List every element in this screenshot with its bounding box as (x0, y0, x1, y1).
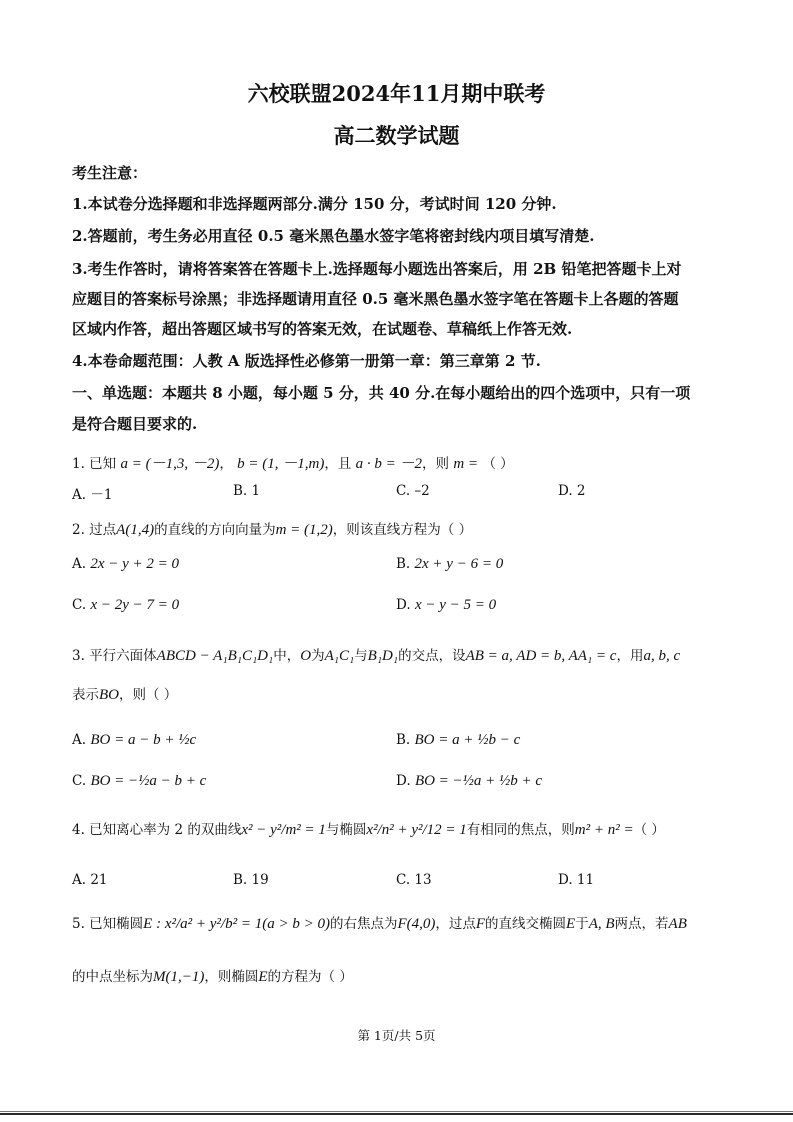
q5-pre: 5. 已知椭圆 (72, 916, 144, 932)
q5-t2: ，过点 (435, 916, 476, 932)
q3-line2-tail: ，则（ ） (119, 687, 178, 703)
q5-line2-mid: ，则椭圆 (204, 969, 259, 985)
q3-diagonal-ac: A₁C₁ (324, 648, 355, 664)
q3-t3: 与 (354, 648, 368, 664)
q5-t1: 的右焦点为 (329, 916, 398, 932)
q3-option-a-equation: BO = a − b + ½c (90, 732, 197, 748)
question-3 (72, 644, 680, 665)
q2-option-c-equation: x − 2y − 7 = 0 (90, 597, 180, 613)
q4-ellipse: x²/n² + y²/12 = 1 (366, 822, 467, 838)
question-5-line-2 (72, 965, 353, 986)
q2-option-c-label: C. (72, 597, 87, 613)
q3-t2: 为 (311, 648, 325, 664)
q5-line2-tail: 的方程为（ ） (267, 969, 353, 985)
q3-option-b-label: B. (396, 732, 411, 748)
notice-line-1: 1.本试卷分选择题和非选择题两部分.满分 150 分，考试时间 120 分钟. (72, 195, 557, 213)
q1-option-a: A. －1 (72, 487, 113, 503)
q3-line2-pre: 表示 (72, 687, 99, 703)
q1-sep: ， (219, 456, 233, 472)
question-1 (72, 452, 514, 473)
q2-option-b-label: B. (396, 556, 411, 572)
q2-pre: 2. 过点 (72, 522, 117, 538)
q5-midpoint: M(1,−1) (153, 969, 205, 985)
notice-line-3b: 应题目的答案标号涂黑；非选择题请用直径 0.5 毫米黑色墨水签字笔在答题卡上各题的答题 (72, 290, 679, 308)
q3-vector-bo: BO (99, 687, 119, 703)
q3-option-b (396, 732, 520, 749)
q4-option-c: C. 13 (396, 872, 432, 888)
q3-diagonal-bd: B₁D₁ (367, 648, 399, 664)
q3-option-a (72, 732, 196, 749)
q2-option-d-equation: x − y − 5 = 0 (414, 597, 497, 613)
q4-ask: m² + n² = (574, 822, 634, 838)
q1-condition: a · b = －2 (355, 456, 423, 472)
q3-option-c (72, 773, 206, 790)
q3-solid: ABCD − A₁B₁C₁D₁ (156, 648, 274, 664)
q2-option-a-label: A. (72, 556, 87, 572)
q5-ellipse-e-2: E (258, 969, 268, 985)
q1-number: 1. 已知 (72, 456, 117, 472)
q5-points-ab: A, B (588, 916, 615, 932)
q2-option-b-equation: 2x + y − 6 = 0 (414, 556, 504, 572)
q1-ask: m = (453, 456, 479, 472)
q2-mid: 的直线的方向向量为 (154, 522, 276, 538)
q4-option-a: A. 21 (72, 872, 108, 888)
q3-option-c-equation: BO = −½a − b + c (90, 773, 207, 789)
q4-tail: 有相同的焦点，则 (466, 822, 575, 838)
q2-tail: ，则该直线方程为（ ） (332, 522, 473, 538)
q1-option-d: D. 2 (558, 483, 586, 499)
q3-option-c-label: C. (72, 773, 87, 789)
q2-point: A(1,4) (116, 522, 155, 538)
q1-paren: （ ） (482, 456, 514, 472)
q1-vector-a: a = (－1,3, －2) (120, 456, 220, 472)
page-footer: 第 1页/共 5页 (357, 1028, 436, 1043)
q5-t5: 两点，若 (614, 916, 669, 932)
page-bottom-border (0, 1113, 793, 1115)
q3-option-a-label: A. (72, 732, 87, 748)
q4-mid: 与椭圆 (325, 822, 367, 838)
q5-focus: F(4,0) (397, 916, 436, 932)
notice-line-3c: 区域内作答，超出答题区域书写的答案无效，在试题卷、草稿纸上作答无效. (72, 320, 573, 338)
question-3-line-2 (72, 683, 177, 704)
q2-option-d-label: D. (396, 597, 411, 613)
section-heading-line-2: 是符合题目要求的. (72, 415, 198, 433)
question-4 (72, 818, 665, 839)
q5-point-f: F (475, 916, 486, 932)
q3-basis: a, b, c (643, 648, 681, 664)
q2-option-a-equation: 2x − y + 2 = 0 (90, 556, 180, 572)
q3-option-d-label: D. (396, 773, 411, 789)
q2-option-b (396, 556, 503, 573)
q3-t4: 的交点，设 (398, 648, 466, 664)
q2-option-d (396, 597, 496, 614)
q5-line2-pre: 的中点坐标为 (72, 969, 153, 985)
q1-option-b: B. 1 (233, 483, 261, 499)
q5-ellipse: E : x²/a² + y²/b² = 1(a > b > 0) (143, 916, 330, 932)
q1-option-c: C. –2 (396, 483, 430, 499)
notice-line-4: 4.本卷命题范围：人教 A 版选择性必修第一册第一章：第三章第 2 节. (72, 352, 541, 370)
q2-option-a (72, 556, 179, 573)
notice-heading: 考生注意： (72, 164, 148, 182)
q4-option-d: D. 11 (558, 872, 595, 888)
question-2 (72, 518, 472, 539)
q5-ellipse-e: E (566, 916, 576, 932)
q4-option-b: B. 19 (233, 872, 269, 888)
q5-t3: 的直线交椭圆 (485, 916, 567, 932)
q2-vector: m = (1,2) (275, 522, 333, 538)
q3-t5: ，用 (616, 648, 644, 664)
q3-definitions: AB = a, AD = b, AA₁ = c (465, 648, 617, 664)
q1-vector-b: b = (1, －1,m) (237, 456, 325, 472)
q5-t4: 于 (575, 916, 589, 932)
q3-t1: 中， (273, 648, 301, 664)
q4-hyperbola: x² − y²/m² = 1 (241, 822, 326, 838)
q1-mid: ，且 (324, 456, 352, 472)
q4-pre: 4. 已知离心率为 2 的双曲线 (72, 822, 242, 838)
scan-edge-line (0, 1111, 793, 1112)
q2-option-c (72, 597, 179, 614)
notice-line-2: 2.答题前，考生务必用直径 0.5 毫米黑色墨水签字笔将密封线内项目填写清楚. (72, 227, 595, 245)
section-heading-line-1: 一、单选题：本题共 8 小题，每小题 5 分，共 40 分.在每小题给出的四个选项中，只有一项 (72, 384, 691, 402)
question-5 (72, 912, 687, 933)
exam-subtitle: 高二数学试题 (333, 123, 460, 148)
q1-tail: ，则 (422, 456, 450, 472)
q5-segment-ab: AB (668, 916, 687, 932)
q3-option-b-equation: BO = a + ½b − c (414, 732, 521, 748)
q3-option-d-equation: BO = −½a + ½b + c (414, 773, 543, 789)
q4-paren: （ ） (633, 822, 665, 838)
notice-line-3a: 3.考生作答时，请将答案答在答题卡上.选择题每小题选出答案后，用 2B 铅笔把答题卡上对 (72, 260, 682, 278)
exam-title: 六校联盟2024年11月期中联考 (247, 81, 546, 106)
q3-pre: 3. 平行六面体 (72, 648, 157, 664)
q3-option-d (396, 773, 542, 790)
q3-point-o: O (300, 648, 312, 664)
